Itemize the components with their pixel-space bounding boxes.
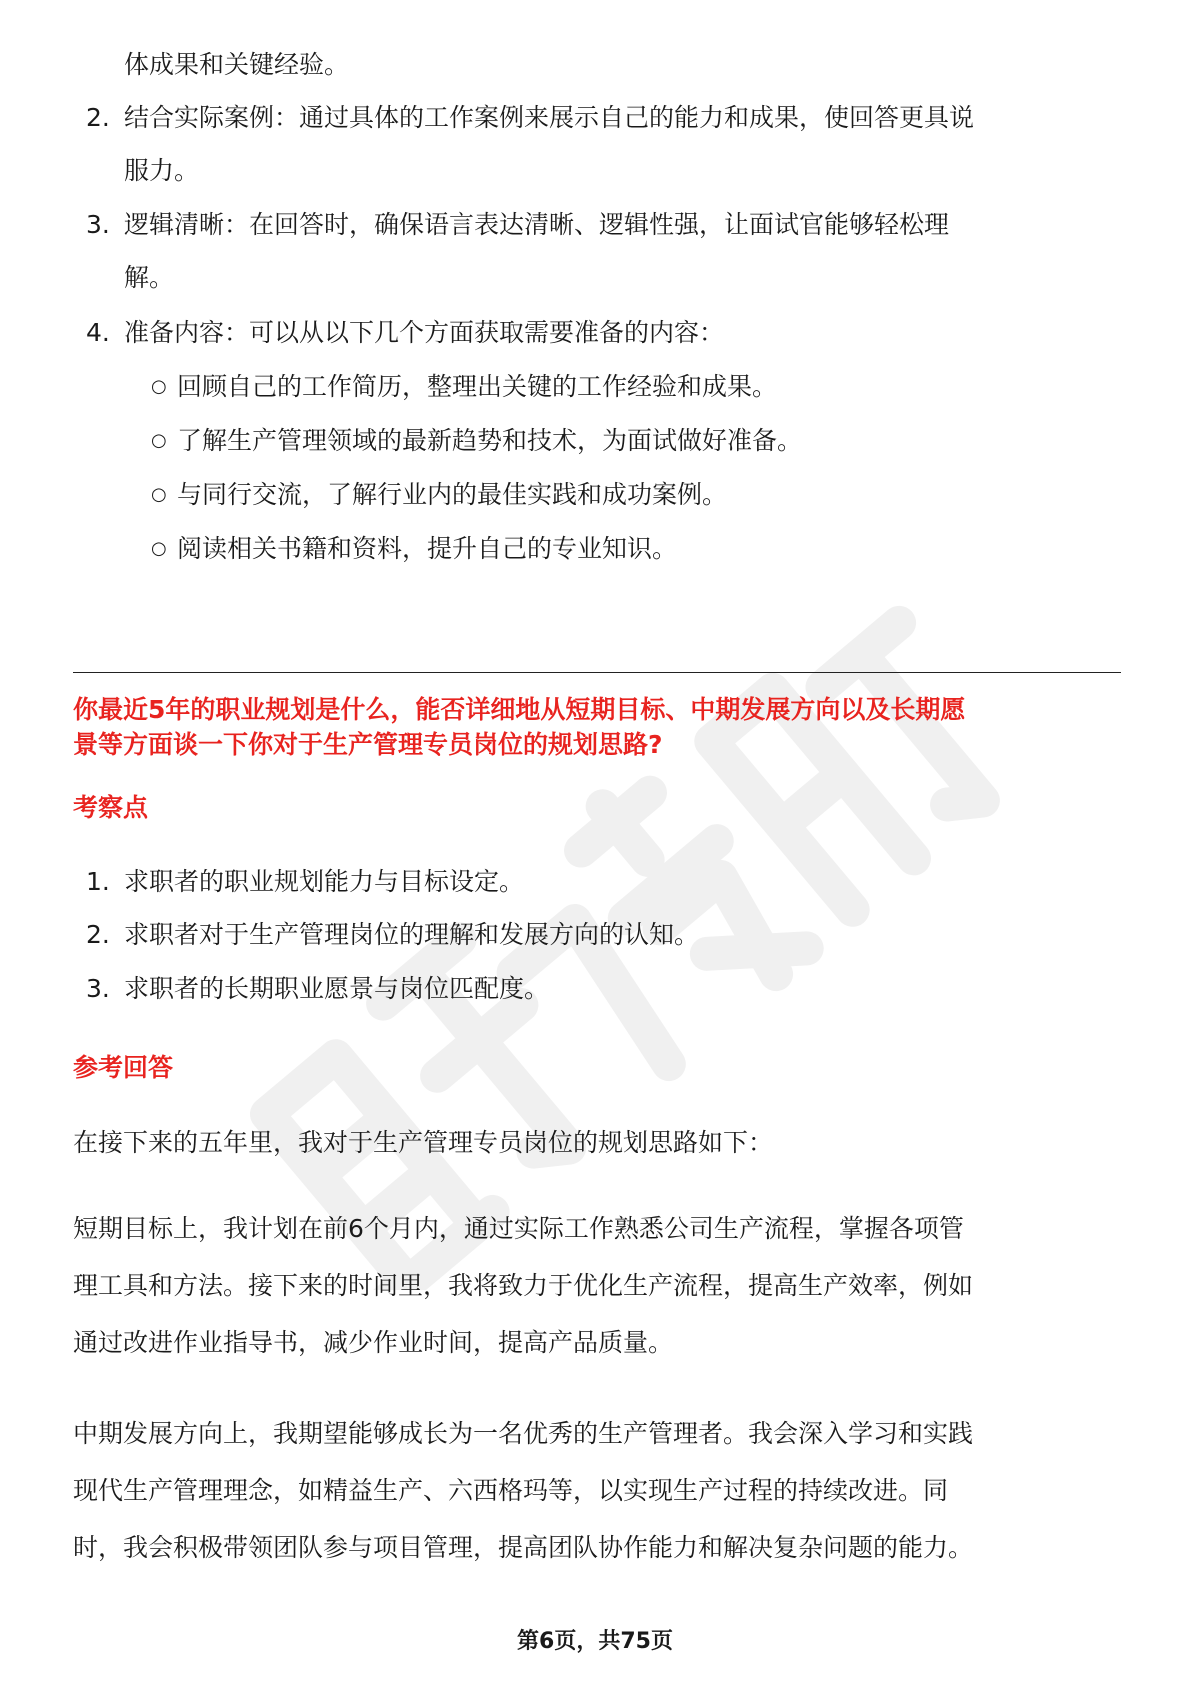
list-item-1-tail: 体成果和关键经验。 (124, 50, 350, 79)
section-divider (73, 672, 1121, 673)
list-item-text: 解。 (124, 263, 175, 292)
sub-list-item-text: 了解生产管理领域的最新趋势和技术，为面试做好准备。 (177, 426, 803, 455)
hollow-bullet-icon: ○ (151, 538, 167, 559)
focus-item-text: 求职者的长期职业愿景与岗位匹配度。 (124, 974, 550, 1003)
list-item-text: 逻辑清晰：在回答时，确保语言表达清晰、逻辑性强，让面试官能够轻松理 (124, 210, 950, 239)
list-item-number: 2. (86, 103, 110, 132)
sub-list-item-text: 回顾自己的工作简历，整理出关键的工作经验和成果。 (177, 372, 778, 401)
answer-paragraph-line: 短期目标上，我计划在前6个月内，通过实际工作熟悉公司生产流程，掌握各项管 (73, 1214, 964, 1243)
list-item-number: 3. (86, 210, 110, 239)
answer-paragraph-line: 在接下来的五年里，我对于生产管理专员岗位的规划思路如下： (73, 1128, 774, 1157)
question-line: 景等方面谈一下你对于生产管理专员岗位的规划思路? (73, 730, 663, 759)
question-line: 你最近5年的职业规划是什么，能否详细地从短期目标、中期发展方向以及长期愿 (73, 695, 966, 724)
interview-question (73, 692, 1133, 762)
focus-item-number: 3. (86, 974, 110, 1003)
focus-item-text: 求职者的职业规划能力与目标设定。 (124, 867, 525, 896)
hollow-bullet-icon: ○ (151, 430, 167, 451)
page-number: 第6页，共75页 (517, 1629, 673, 1654)
focus-heading: 考察点 (73, 793, 149, 822)
answer-paragraph-line: 中期发展方向上，我期望能够成长为一名优秀的生产管理者。我会深入学习和实践 (73, 1419, 974, 1448)
sub-list-item-text: 与同行交流，了解行业内的最佳实践和成功案例。 (177, 480, 728, 509)
list-item-text: 结合实际案例：通过具体的工作案例来展示自己的能力和成果，使回答更具说 (124, 103, 975, 132)
list-item-text: 服力。 (124, 156, 200, 185)
answer-paragraph-line: 现代生产管理理念，如精益生产、六西格玛等，以实现生产过程的持续改进。同 (73, 1476, 949, 1505)
focus-item-number: 1. (86, 867, 110, 896)
answer-heading: 参考回答 (73, 1053, 174, 1082)
list-item-number: 4. (86, 318, 110, 347)
answer-paragraph-line: 时，我会积极带领团队参与项目管理，提高团队协作能力和解决复杂问题的能力。 (73, 1533, 974, 1562)
answer-paragraph-line: 通过改进作业指导书，减少作业时间，提高产品质量。 (73, 1328, 674, 1357)
sub-list-item-text: 阅读相关书籍和资料，提升自己的专业知识。 (177, 534, 678, 563)
answer-paragraph-line: 理工具和方法。接下来的时间里，我将致力于优化生产流程，提高生产效率，例如 (73, 1271, 974, 1300)
hollow-bullet-icon: ○ (151, 376, 167, 397)
hollow-bullet-icon: ○ (151, 484, 167, 505)
focus-item-number: 2. (86, 920, 110, 949)
list-item-text: 准备内容：可以从以下几个方面获取需要准备的内容： (124, 318, 725, 347)
focus-item-text: 求职者对于生产管理岗位的理解和发展方向的认知。 (124, 920, 700, 949)
